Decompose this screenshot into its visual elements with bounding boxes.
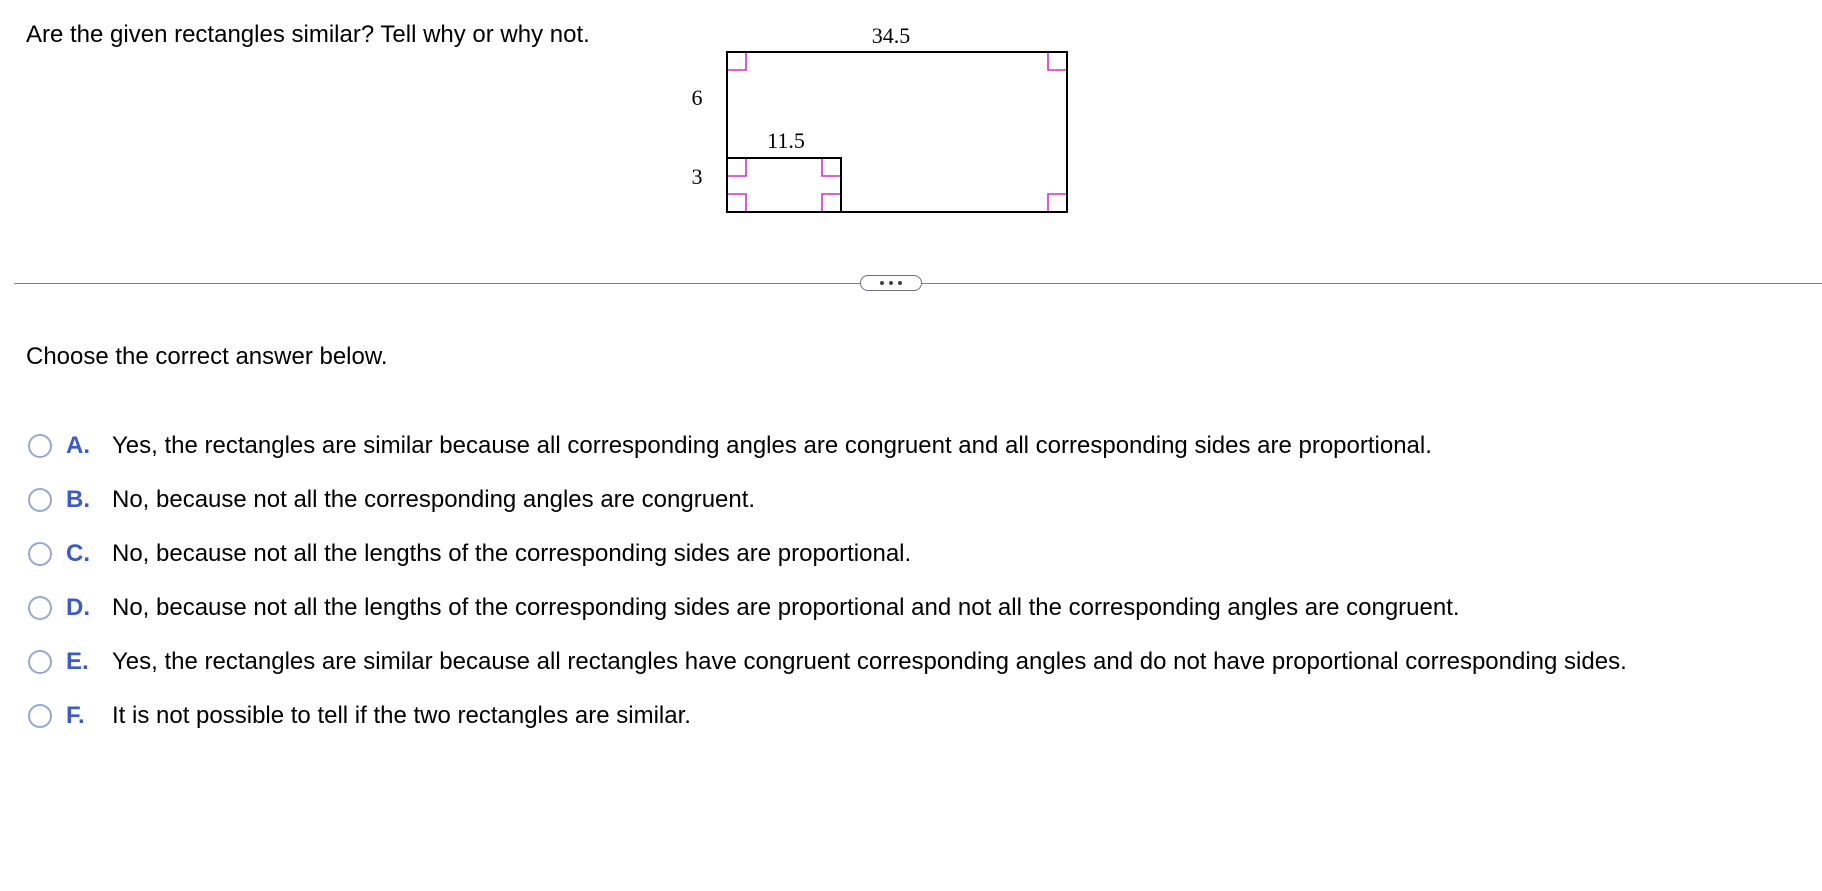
right-angle-marker — [1048, 194, 1066, 211]
rectangles-diagram — [680, 18, 1080, 228]
question-text: Are the given rectangles similar? Tell why or why not. — [26, 21, 590, 48]
right-angle-marker — [728, 159, 746, 176]
option-a[interactable] — [28, 419, 1627, 473]
option-b[interactable] — [28, 473, 1627, 527]
radio-button[interactable] — [28, 596, 52, 620]
right-angle-marker — [1048, 53, 1066, 70]
small-rectangle — [727, 158, 841, 212]
option-text: No, because not all the lengths of the corresponding sides are proportional. — [112, 540, 912, 567]
option-letter: D. — [66, 594, 90, 621]
instruction-text: Choose the correct answer below. — [26, 343, 388, 370]
option-text: No, because not all the corresponding angles are congruent. — [112, 486, 756, 513]
large-width-label: 34.5 — [871, 23, 911, 48]
answer-options — [28, 419, 1627, 743]
radio-button[interactable] — [28, 542, 52, 566]
option-letter: A. — [66, 432, 90, 459]
option-d[interactable] — [28, 581, 1627, 635]
radio-button[interactable] — [28, 434, 52, 458]
small-width-label: 11.5 — [767, 128, 805, 153]
option-letter: C. — [66, 540, 90, 567]
ellipsis-icon — [898, 281, 902, 285]
radio-button[interactable] — [28, 488, 52, 512]
large-height-label: 6 — [691, 85, 703, 110]
small-right-angle-markers — [728, 159, 840, 211]
option-text: Yes, the rectangles are similar because all rectangles have congruent corresponding angles and do not have proportional corresponding sides. — [112, 648, 1627, 675]
right-angle-marker — [822, 194, 840, 211]
option-letter: B. — [66, 486, 90, 513]
radio-button[interactable] — [28, 704, 52, 728]
option-text: Yes, the rectangles are similar because all corresponding angles are congruent and all corresponding sides are proportional. — [112, 432, 1432, 459]
option-c[interactable] — [28, 527, 1627, 581]
right-angle-marker — [822, 159, 840, 176]
ellipsis-icon — [889, 281, 893, 285]
option-f[interactable] — [28, 689, 1627, 743]
option-letter: E. — [66, 648, 89, 675]
option-text: No, because not all the lengths of the corresponding sides are proportional and not all the corresponding angles are congruent. — [112, 594, 1460, 621]
ellipsis-icon — [880, 281, 884, 285]
option-letter: F. — [66, 702, 85, 729]
radio-button[interactable] — [28, 650, 52, 674]
rectangles-figure — [680, 18, 1080, 228]
small-height-label: 3 — [691, 164, 703, 189]
option-text: It is not possible to tell if the two rectangles are similar. — [112, 702, 691, 729]
right-angle-marker — [728, 194, 746, 211]
expand-button[interactable] — [860, 275, 922, 291]
right-angle-marker — [728, 53, 746, 70]
option-e[interactable] — [28, 635, 1627, 689]
